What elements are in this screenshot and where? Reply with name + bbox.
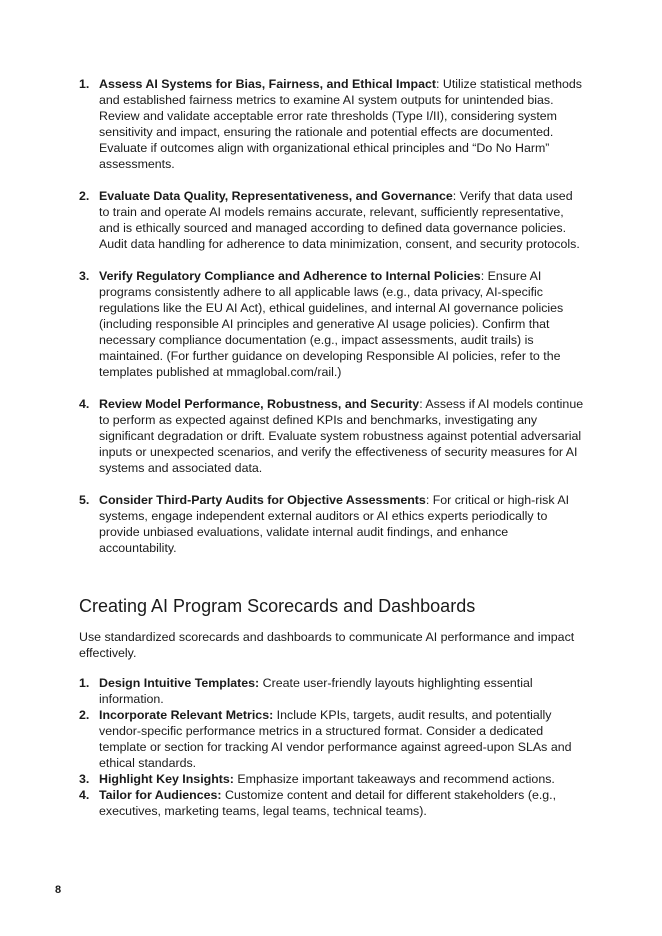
item-number: 3. <box>79 269 90 283</box>
scorecard-steps-list <box>79 675 584 819</box>
item-number: 1. <box>79 77 90 91</box>
item-text: Emphasize important takeaways and recommend actions. <box>233 772 555 786</box>
page-number: 8 <box>55 884 62 896</box>
item-number: 2. <box>79 189 90 203</box>
item-number: 4. <box>79 397 90 411</box>
list-item <box>79 396 584 476</box>
item-text: Customize content and detail for different stakeholders (e.g., executives, marketing teams, legal teams, technical teams). <box>99 788 557 818</box>
item-title: Incorporate Relevant Metrics: <box>99 708 274 722</box>
item-title: Review Model Performance, Robustness, and Security <box>99 397 420 411</box>
item-title: Assess AI Systems for Bias, Fairness, and Ethical Impact <box>99 77 436 91</box>
item-text: : For critical or high-risk AI systems, engage independent external auditors or AI ethics experts periodically to provide unbiased evaluations, validate internal audit findings, and enhance accountability. <box>99 493 570 555</box>
item-number: 3. <box>79 772 90 786</box>
section-intro: Use standardized scorecards and dashboards to communicate AI performance and impact effectively. <box>79 630 575 660</box>
list-item <box>79 492 584 556</box>
item-title: Tailor for Audiences: <box>99 788 222 802</box>
item-text: : Assess if AI models continue to perform as expected against defined KPIs and benchmarks, investigating any significant degradation or drift. Evaluate system robustness against potential adversarial inputs or unexpected scenarios, and verify the effectiveness of security measures for AI systems and associated data. <box>99 397 584 475</box>
item-title: Design Intuitive Templates: <box>99 676 260 690</box>
item-title: Highlight Key Insights: <box>99 772 234 786</box>
list-item <box>79 787 584 819</box>
list-item <box>79 675 584 707</box>
item-text: Create user-friendly layouts highlighting essential information. <box>99 676 533 706</box>
item-number: 4. <box>79 788 90 802</box>
list-item <box>79 771 584 787</box>
item-number: 1. <box>79 676 90 690</box>
item-text: : Utilize statistical methods and established fairness metrics to examine AI system outputs for unintended bias. Review and validate acceptable error rate thresholds (Type I/II), considering system sensitivity and impact, ensuring the rationale and potential effects are documented. Evaluate if outcomes align with organizational ethical principles and “Do No Harm” assessments. <box>99 77 582 171</box>
item-text: : Ensure AI programs consistently adhere to all applicable laws (e.g., data privacy, AI-specific regulations like the EU AI Act), ethical guidelines, and internal AI governance policies (including responsible AI principles and generative AI usage policies). Confirm that necessary compliance documentation (e.g., impact assessments, audit trails) is maintained. (For further guidance on developing Responsible AI policies, refer to the templates published at mmaglobal.com/rail.) <box>99 269 564 379</box>
item-number: 5. <box>79 493 90 507</box>
list-item <box>79 268 584 380</box>
list-item <box>79 76 584 172</box>
item-title: Evaluate Data Quality, Representativeness, and Governance <box>99 189 453 203</box>
item-title: Consider Third-Party Audits for Objective Assessments <box>99 493 426 507</box>
item-text: Include KPIs, targets, audit results, and potentially vendor-specific performance metrics in a structured format. Consider a dedicated template or section for tracking AI vendor performance against agreed-upon SLAs and ethical standards. <box>99 708 572 770</box>
list-item <box>79 188 584 252</box>
list-item <box>79 707 584 771</box>
item-title: Verify Regulatory Compliance and Adherence to Internal Policies <box>99 269 481 283</box>
item-number: 2. <box>79 708 90 722</box>
item-text: : Verify that data used to train and operate AI models remains accurate, relevant, sufficiently representative, and is ethically sourced and managed according to defined data governance policies. Audit data handling for adherence to data minimization, consent, and security protocols. <box>99 189 580 251</box>
audit-steps-list <box>79 76 584 572</box>
section-heading: Creating AI Program Scorecards and Dashboards <box>79 596 476 616</box>
